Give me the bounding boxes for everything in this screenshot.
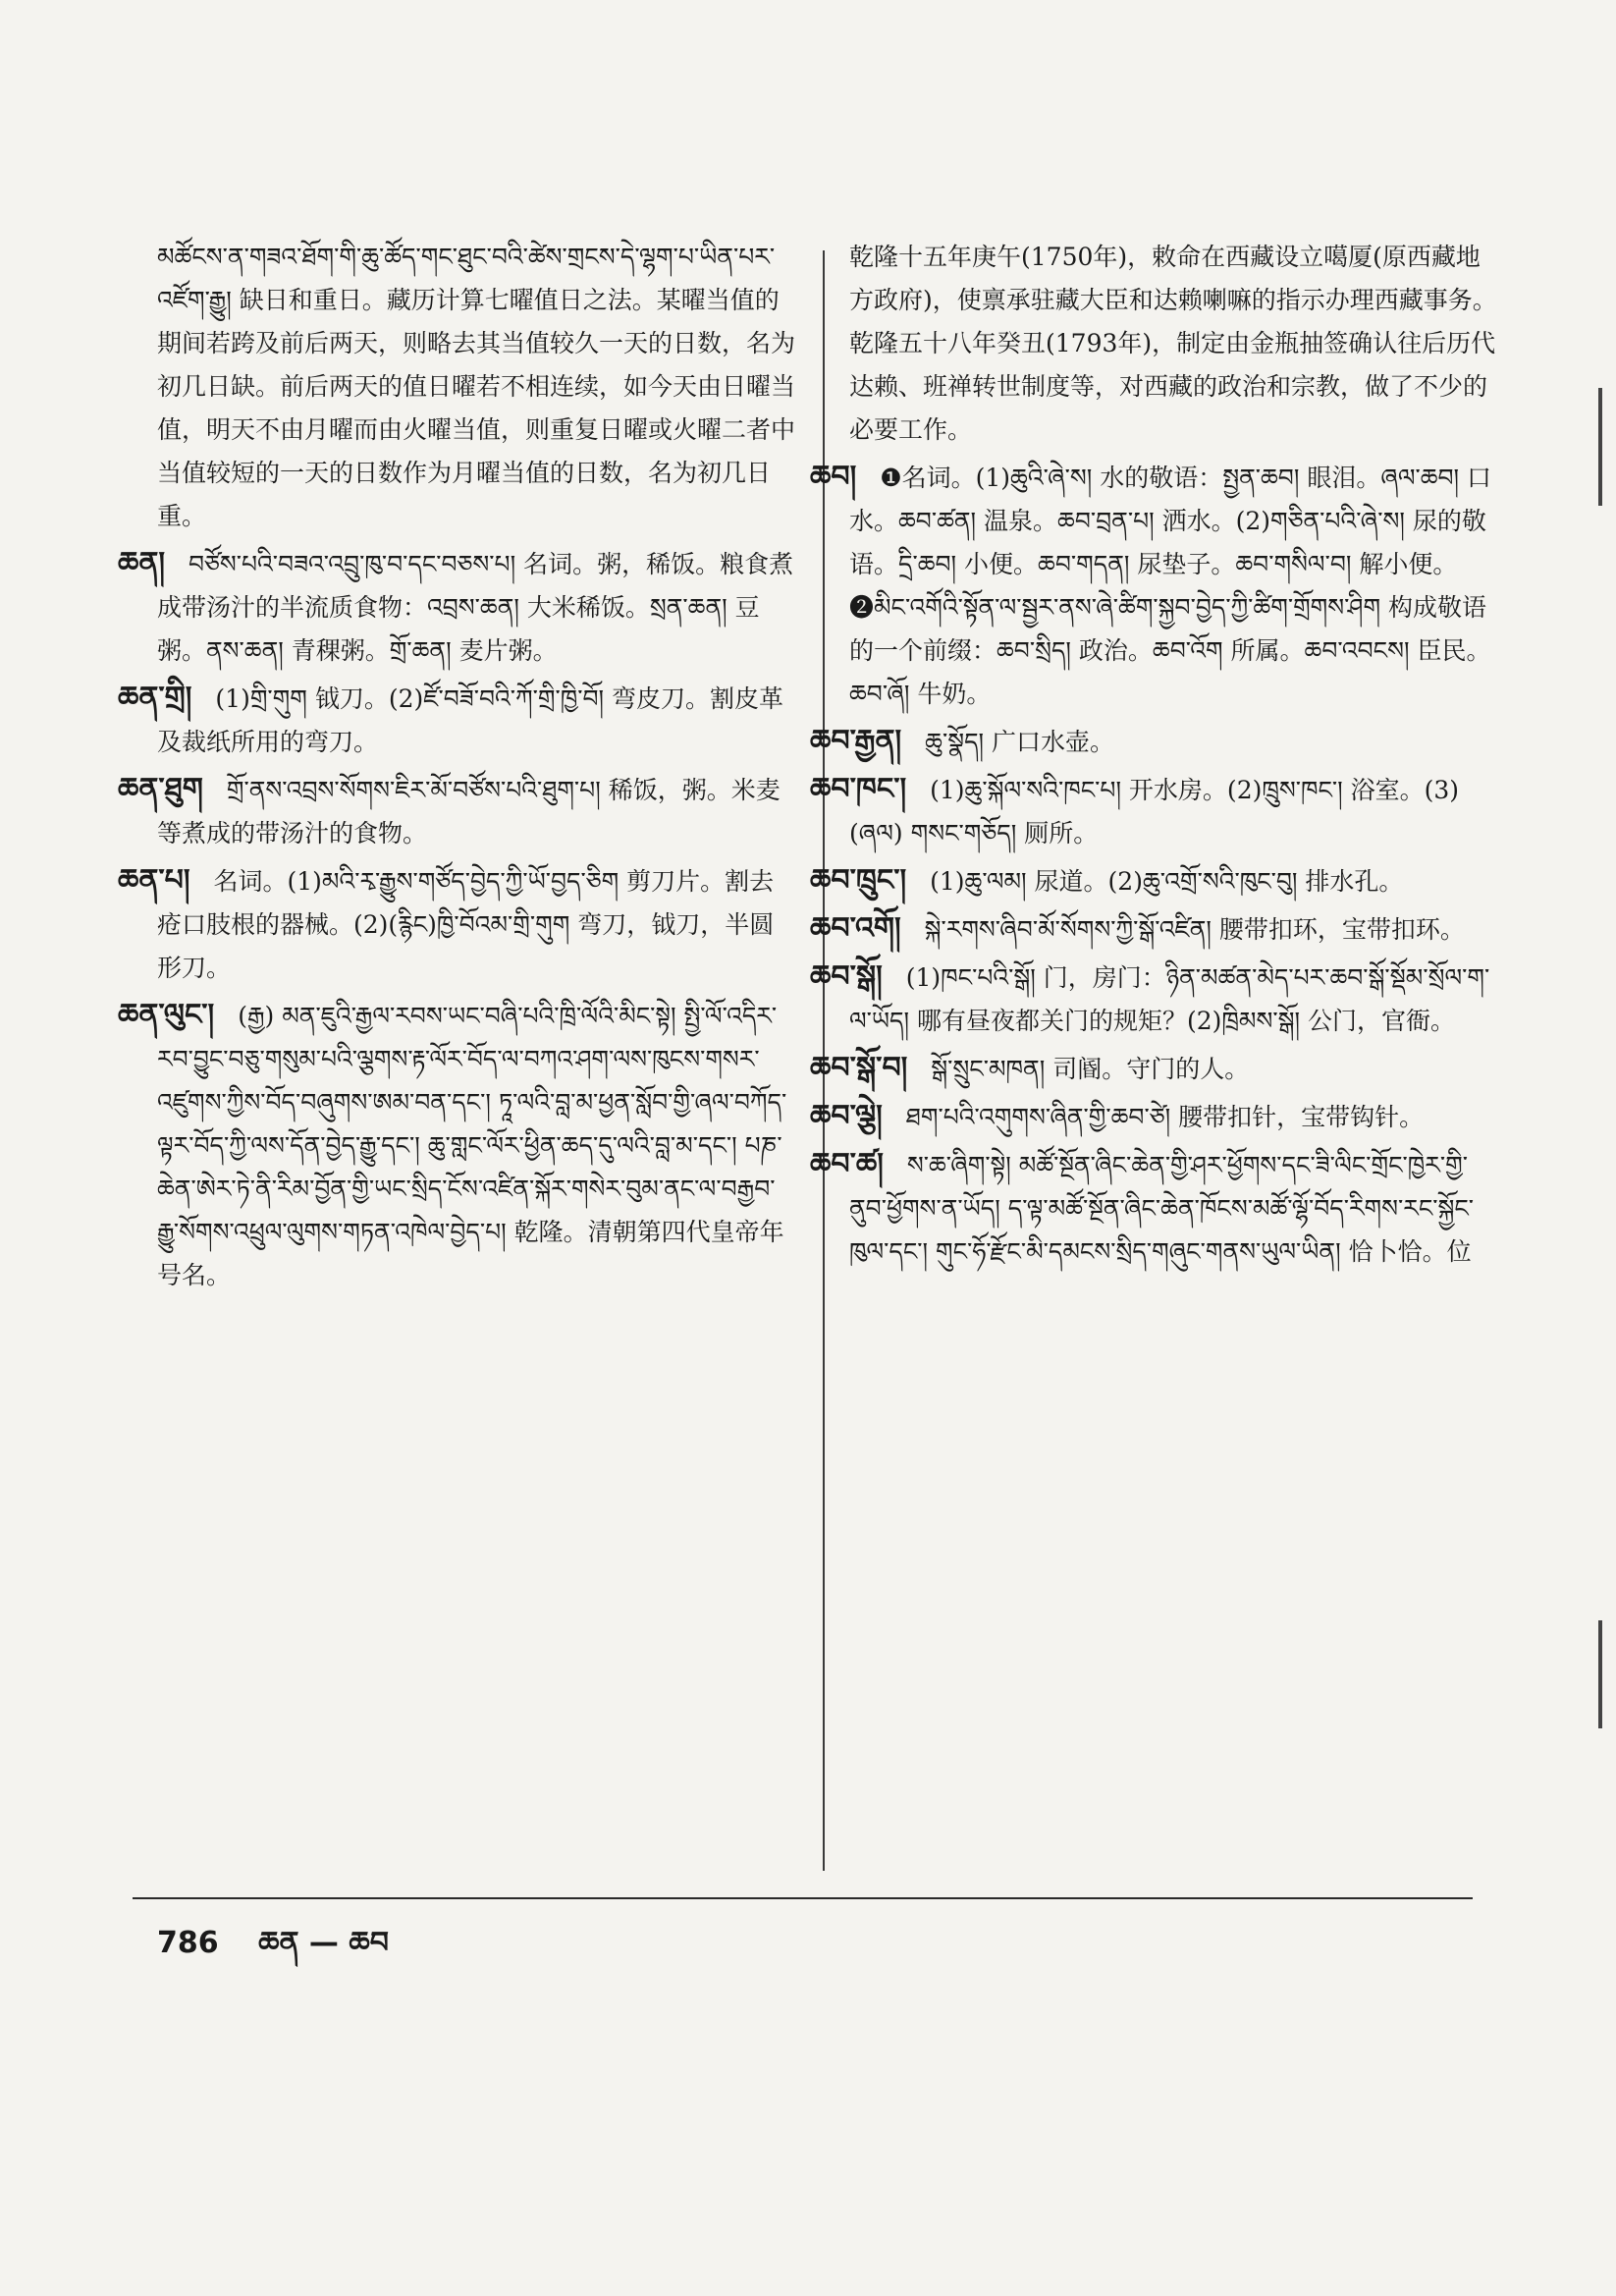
definition: ཐག་པའི་འགུགས་ཞིན་གྱི་ཆབ་ཙེ། 腰带扣针，宝带钩针。 [905,1103,1425,1131]
page-number: 786 [157,1926,219,1960]
definition: གྲོ་ནས་འབྲས་སོགས་ཇིར་མོ་བཙོས་པའི་ཐུག་པ། 稀饭，粥。米麦等煮成的带汤汁的食物。 [157,776,781,847]
dictionary-entry [118,542,795,673]
dictionary-entry [810,456,1497,716]
headword: ཆན་གྲི། [118,681,192,715]
headword: ཆབ་འགོ། [810,911,901,946]
headword: ཆན། [118,546,166,580]
left-column [118,236,796,1301]
dictionary-entry [810,1047,1497,1091]
headword: ཆན་ཐུག [118,772,203,806]
dictionary-entry [118,994,795,1297]
definition: སྒོ་སྲུང་མཁན། 司阍。守门的人。 [931,1055,1250,1083]
definition: (1)ཁང་པའི་སྒོ། 门，房门：ཉིན་མཚན་མེད་པར་ཆབ་སྒོ་སྡོམ་སྲོལ་ག་ལ་ཡོད། 哪有昼夜都关门的规矩？(2)ཁྲིམས་སྒོ། 公门，官衙。 [849,963,1490,1035]
dictionary-entry [810,1095,1497,1139]
definition: ས་ཆ་ཞིག་སྟེ། མཚོ་སྔོན་ཞིང་ཆེན་གྱི་ཤར་ཕྱོགས་དང་ཟི་ལིང་གྲོང་ཁྱེར་གྱི་ནུབ་ཕྱོགས་ན་ཡོད། ད་ལྟ་མཚོ་སྔོན་ཞིང་ཆེན་ཁོངས་མཚོ་ལྷོ་བོད་རིགས་རང་སྐྱོང་ཁུལ་དང་། གུང་ཧོ་རྫོང་མི་དམངས་སྲིད་གཞུང་གནས་ཡུལ་ཡིན། 恰卜恰。位 [849,1151,1475,1266]
dictionary-entry [810,956,1497,1043]
headword: ཆབ་ཁྲུང་། [810,863,907,898]
dictionary-entry [810,1143,1497,1274]
page-footer [157,1910,418,1993]
headword: ཆབ་སྒོ་བ། [810,1051,908,1085]
headword: ཆབ་ཁང་། [810,772,907,806]
dictionary-entry [118,677,795,764]
scan-edge-mark [1598,1620,1602,1728]
continuation-text: 乾隆十五年庚午(1750年)，敕命在西藏设立噶厦(原西藏地方政府)，使禀承驻藏大臣和达赖喇嘛的指示办理西藏事务。乾隆五十八年癸丑(1793年)，制定由金瓶抽签确认往后历代达赖、班禅转世制度等，对西藏的政治和宗教，做了不少的必要工作。 [849,243,1497,444]
headword: ཆབ། [810,460,857,494]
scan-edge-mark [1598,388,1602,506]
definition: (རྒྱ) མན་ཇུའི་རྒྱལ་རབས་ཡང་བཞི་པའི་ཁྲི་ལོའི་མིང་སྟེ། སྤྱི་ལོ་འདིར་རབ་བྱུང་བཅུ་གསུམ་པའི་ལྕགས་རྟ་ལོར་བོད་ལ་བཀའ་ཤག་ལས་ཁུངས་གསར་འཛུགས་ཀྱིས་བོད་བཞུགས་ཨམ་བན་དང་། ཏཱ་ལའི་བླ་མ་ཕྱན་སློབ་གྱི་ཞལ་བཀོད་ལྟར་བོད་ཀྱི་ལས་དོན་བྱེད་རྒྱུ་དང་། ཆུ་གླང་ལོར་ཕྱིན་ཆད་དུ་ལའི་བླ་མ་དང་། པཎ་ཆེན་ཨེར་ཏེ་ནི་རིམ་བྱོན་གྱི་ཡང་སྲིད་ངོས་འཛིན་སྐོར་གསེར་བུམ་ནང་ལ་བརྒྱབ་རྒྱུ་སོགས་འཕྲུལ་ལུགས་གཏན་འཁེལ་བྱེད་པ། 乾隆。清朝第四代皇帝年号名。 [157,1002,787,1289]
page-range: ཆན — ཆབ [258,1926,389,1960]
dictionary-entry [810,907,1497,952]
definition: ཆུ་སྣོད། 广口水壶。 [925,728,1115,756]
left-continuation [157,236,795,538]
definition: 名词。(1)མའི་རྭ་རྒྱུས་གཙོད་བྱེད་ཀྱི་ཡོ་བྱད་ཅིག 剪刀片。割去疮口肢根的器械。(2)(རྙིང)ཁྱི་བོའམ་གྲི་གུག 弯刀，钺刀，半圆形刀。 [157,867,775,982]
headword: ཆབ་རྒྱན། [810,724,902,758]
headword: ཆབ་ཚ། [810,1147,884,1181]
dictionary-entry [118,768,795,855]
headword: ཆན་པ། [118,863,190,898]
dictionary-entry [810,720,1497,764]
definition: ❶名词。(1)ཆུའི་ཞེ་ས། 水的敬语：སྤྱན་ཆབ། 眼泪。ཞལ་ཆབ། 口水。ཆབ་ཚན། 温泉。ཆབ་བྲན་པ། 洒水。(2)གཅིན་པའི་ཞེ་ས། 尿的敬语。དྲི་ཆབ། 小便。ཆབ་གདན། 尿垫子。ཆབ་གསིལ་བ། 解小便。❷མིང་འགོའི་སྟོན་ལ་སྦྱར་ནས་ཞེ་ཚིག་སྐྱབ་བྱེད་ཀྱི་ཚིག་གྲོགས་ཤིག 构成敬语的一个前缀：ཆབ་སྲིད། 政治。ཆབ་འོག 所属。ཆབ་འབངས། 臣民。ཆབ་ཞོ། 牛奶。 [849,464,1492,708]
footer-rule [133,1897,1473,1899]
definition: (1)གྲི་གུག 钺刀。(2)ཛོ་བཟོ་བའི་ཀོ་གྲི་ཁྱི་བོ། 弯皮刀。割皮革及裁纸所用的弯刀。 [157,684,783,756]
right-continuation [849,236,1497,452]
definition: (1)ཆུ་ལམ། 尿道。(2)ཆུ་འགྲོ་སའི་ཁུང་བུ། 排水孔。 [930,867,1404,896]
definition: བཙོས་པའི་བཟའ་འབྲུ་ཁུ་བ་དང་བཅས་པ། 名词。粥，稀饭。粮食煮成带汤汁的半流质食物：འབྲས་ཆན། 大米稀饭。སྲན་ཆན། 豆粥。ནས་ཆན། 青稞粥。གྲོ་ཆན། 麦片粥。 [157,550,794,665]
definition: (1)ཆུ་སྐོལ་སའི་ཁང་པ། 开水房。(2)ཁྲུས་ཁང་། 浴室。(3)(ཞལ) གསང་གཅོད། 厕所。 [849,776,1460,847]
definition: སྐེ་རགས་ཞིབ་མོ་སོགས་ཀྱི་སྒོ་འཛིན། 腰带扣环，宝带扣环。 [924,915,1465,944]
headword: ཆན་ལུང་། [118,998,215,1032]
right-column [810,236,1497,1278]
dictionary-entry [810,859,1497,903]
headword: ཆབ་ལྕེ། [810,1099,883,1133]
dictionary-entry [810,768,1497,855]
dictionary-entry [118,859,795,990]
headword: ཆབ་སྒོ། [810,959,883,994]
continuation-text: མཚོངས་ན་གཟའ་ཐོག་གི་ཆུ་ཚོད་གང་ཐུང་བའི་ཚེས་གྲངས་དེ་ལྷག་པ་ཡིན་པར་འཛོག་རྒྱུ། 缺日和重日。藏历计算七曜值日之法。某曜当值的期间若跨及前后两天，则略去其当值较久一天的日数，名为初几日缺。前后两天的值日曜若不相连续，如今天由日曜当值，明天不由月曜而由火曜当值，则重复日曜或火曜二者中当值较短的一天的日数作为月曜当值的日数，名为初几日重。 [157,243,796,530]
